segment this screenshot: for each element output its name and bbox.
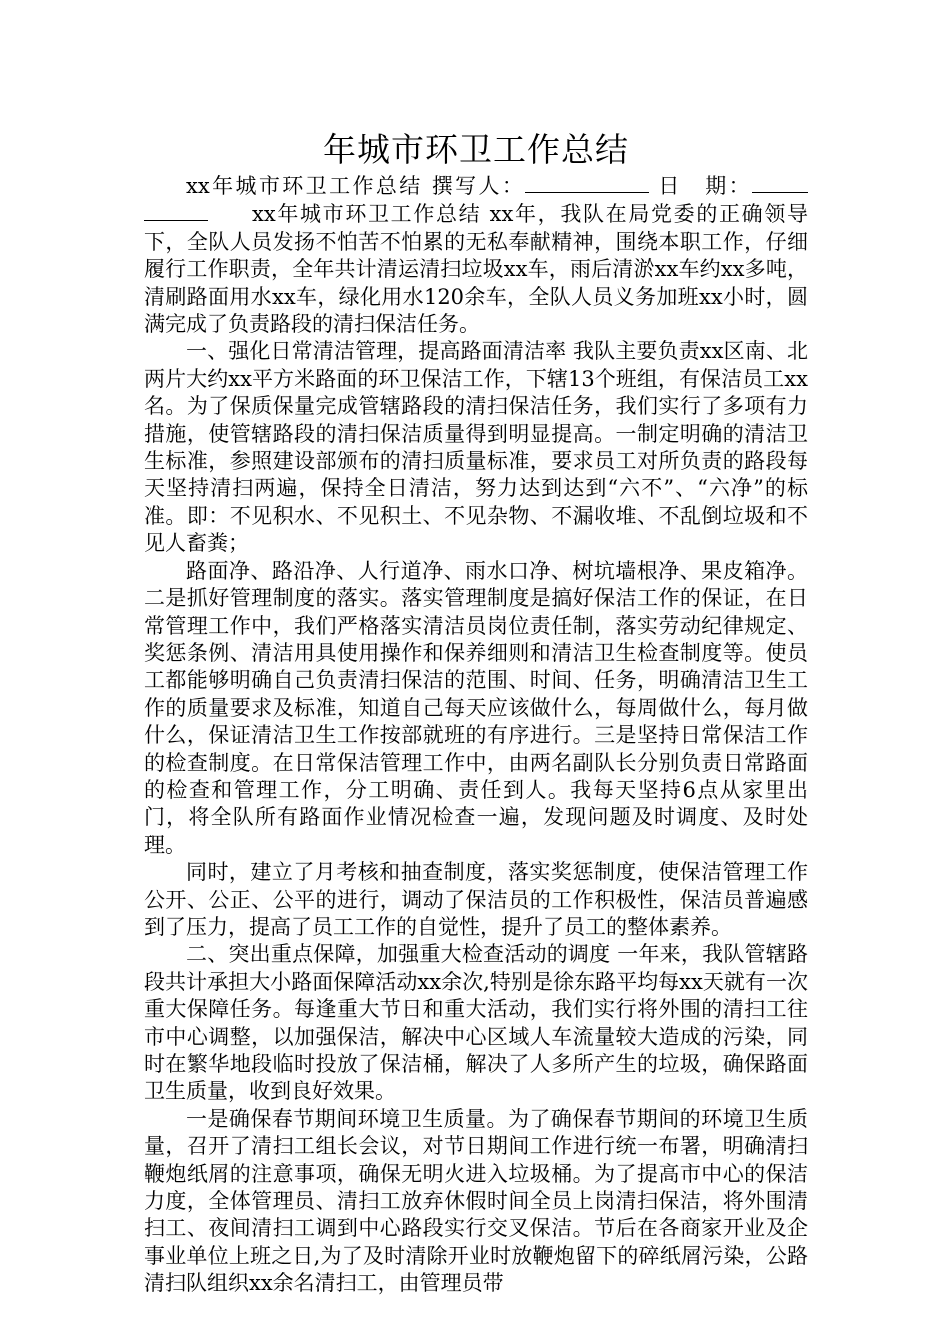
paragraph-1: 一、强化日常清洁管理，提高路面清洁率 我队主要负责xx区南、北两片大约xx平方米路面的环卫保洁工作，下辖13个班组，有保洁员工xx名。为了保质保量完成管辖路段的清扫保洁任务，我们实行了多项有力措施，使管辖路段的清扫保洁质量得到明显提高。一制定明确的清洁卫生标准，参照建设部颁布的清扫质量标准，要求员工对所负责的路段每天坚持清扫两遍，保持全日清洁，努力达到达到“六不”、“六净”的标准。即：不见积水、不见积土、不见杂物、不漏收堆、不乱倒垃圾和不见人畜粪； bbox=[144, 339, 808, 556]
paragraph-3: 同时，建立了月考核和抽查制度，落实奖惩制度，使保洁管理工作公开、公正、公平的进行，调动了保洁员的工作积极性，保洁员普遍感到了压力，提高了员工工作的自觉性，提升了员工的整体素养。 bbox=[144, 860, 808, 939]
date-blank bbox=[752, 172, 808, 193]
lead-title: xx年城市环卫工作总结 bbox=[252, 202, 482, 227]
date-label: 日 期： bbox=[658, 174, 752, 198]
paragraph-4: 二、突出重点保障，加强重大检查活动的调度 一年来，我队管辖路段共计承担大小路面保障活动xx余次,特别是徐东路平均每xx天就有一次重大保障任务。每逢重大节日和重大活动，我们实行将外围的清扫工往市中心调整，以加强保洁，解决中心区域人车流量较大造成的污染，同时在繁华地段临时投放了保洁桶，解决了人多所产生的垃圾，确保路面卫生质量，收到良好效果。 bbox=[144, 942, 808, 1104]
lead-text: xx年，我队在局党委的正确领导下，全队人员发扬不怕苦不怕累的无私奉献精神，围绕本职工作，仔细履行工作职责，全年共计清运清扫垃圾xx车，雨后清淤xx车约xx多吨，清刷路面用水xx车，绿化用水120余车，全队人员义务加班xx小时，圆满完成了负责路段的清扫保洁任务。 bbox=[144, 202, 808, 337]
document-page bbox=[144, 128, 808, 1298]
document-body bbox=[144, 172, 808, 1298]
paragraph-2: 路面净、路沿净、人行道净、雨水口净、树坑墙根净、果皮箱净。二是抓好管理制度的落实。落实管理制度是搞好保洁工作的保证，在日常管理工作中，我们严格落实清洁员岗位责任制，落实劳动纪律规定、奖惩条例、清洁用具使用操作和保养细则和清洁卫生检查制度等。使员工都能够明确自己负责清扫保洁的范围、时间、任务，明确清洁卫生工作的质量要求及标准，知道自己每天应该做什么，每周做什么，每月做什么，保证清洁卫生工作按部就班的有序进行。三是坚持日常保洁工作的检查制度。在日常保洁管理工作中，由两名副队长分别负责日常路面的检查和管理工作，分工明确、责任到人。我每天坚持6点从家里出门，将全队所有路面作业情况检查一遍，发现问题及时调度、及时处理。 bbox=[144, 558, 808, 857]
document-title: 年城市环卫工作总结 bbox=[323, 130, 629, 169]
author-label: 撰写人： bbox=[431, 174, 526, 198]
paragraph-5: 一是确保春节期间环境卫生质量。为了确保春节期间的环境卫生质量，召开了清扫工组长会议，对节日期间工作进行统一布署，明确清扫鞭炮纸屑的注意事项，确保无明火进入垃圾桶。为了提高市中心的保洁力度，全体管理员、清扫工放弃休假时间全员上岗清扫保洁，将外围清扫工、夜间清扫工调到中心路段实行交叉保洁。节后在各商家开业及企事业单位上班之日,为了及时清除开业时放鞭炮留下的碎纸屑污染，公路清扫队组织xx余名清扫工，由管理员带 bbox=[144, 1106, 808, 1296]
doc-name: xx年城市环卫工作总结 bbox=[186, 174, 423, 198]
date-blank-continued bbox=[144, 200, 208, 221]
author-blank bbox=[525, 172, 649, 193]
meta-line bbox=[144, 172, 808, 338]
